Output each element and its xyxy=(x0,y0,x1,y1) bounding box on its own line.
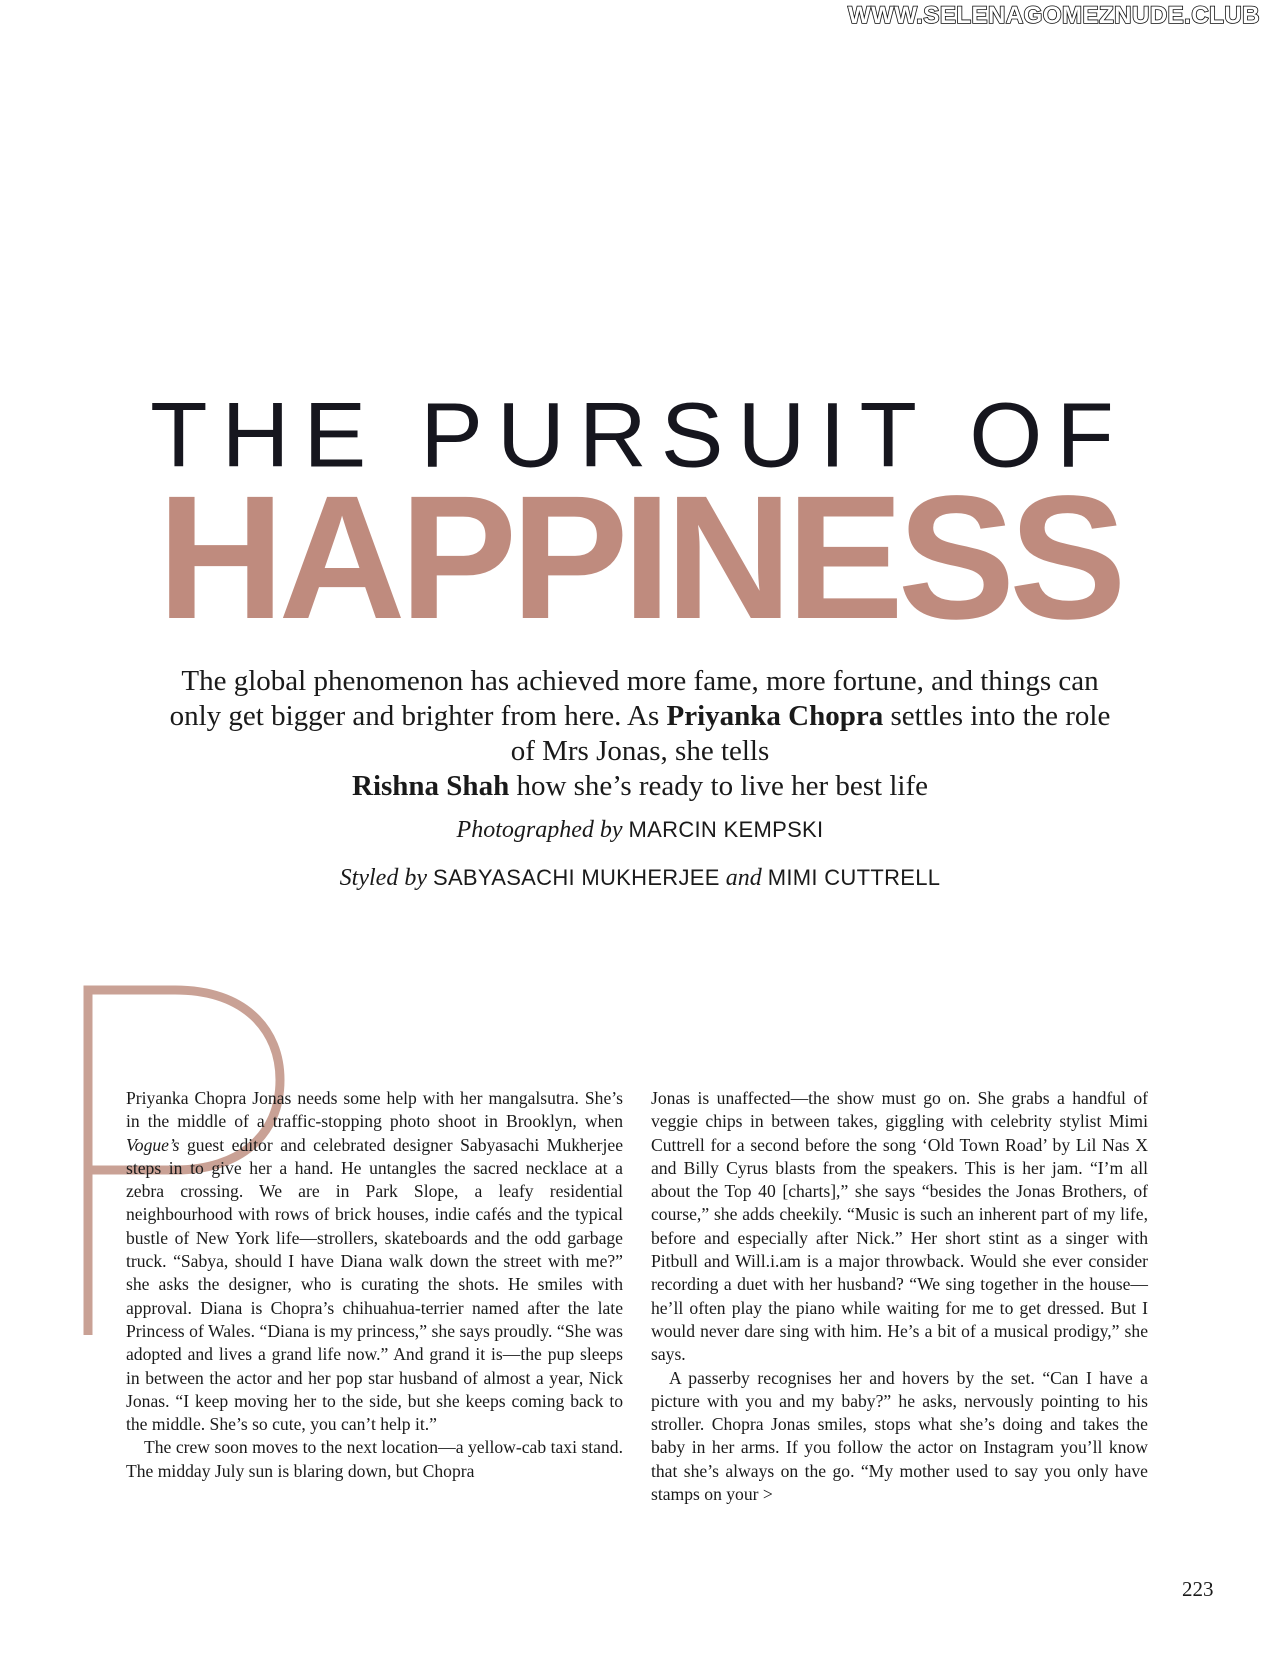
photo-credit xyxy=(160,816,1120,844)
standfirst-author: Rishna Shah xyxy=(352,770,510,802)
standfirst-text-2: settles into the role of Mrs Jonas, she tells xyxy=(510,700,1111,767)
styling-credit-label: Styled by xyxy=(339,865,427,891)
body-column-right xyxy=(651,1087,1148,1506)
photographer-name: MARCIN KEMPSKI xyxy=(628,817,824,842)
headline-line-1: THE PURSUIT OF xyxy=(150,383,1128,486)
body-text: guest editor and celebrated designer Sabyasachi Mukherjee steps in to give her a hand. He untangles the sacred necklace at a zebra crossing. We are in Park Slope, a leafy residential neighbourhood with rows of brick houses, indie cafés and the typical bustle of New York life—strollers, skateboards and the odd garbage truck. “Sabya, should I have Diana walk down the street with me?” she asks the designer, who is curating the shots. He smiles with approval. Diana is Chopra’s chihuahua-terrier named after the late Princess of Wales. “Diana is my princess,” she says proudly. “She was adopted and lives a grand life now.” And grand it is—the pup sleeps in between the actor and her pop star husband of almost a year, Nick Jonas. “I keep moving her to the side, but she keeps coming back to the middle. She’s so cute, you can’t help it.” xyxy=(126,1134,623,1435)
headline-line-2: HAPPINESS xyxy=(157,460,1121,656)
styling-credit-and: and xyxy=(725,865,762,891)
body-paragraph xyxy=(126,1087,623,1436)
stylist-name-2: MIMI CUTTRELL xyxy=(767,865,941,890)
standfirst-text-1: The global phenomenon has achieved more fame, more fortune, and things can only get bigger and brighter from here. As xyxy=(169,665,1099,732)
body-paragraph: Jonas is unaffected—the show must go on. She grabs a handful of veggie chips in between takes, giggling with celebrity stylist Mimi Cuttrell for a second before the song ‘Old Town Road’ by Lil Nas X and Billy Cyrus blasts from the speakers. This is her jam. “I’m all about the Top 40 [charts],” she says “besides the Jonas Brothers, of course,” she adds cheekily. “Music is such an inherent part of my life, before and especially after Nick.” Her short stint as a singer with Pitbull and Will.i.am is a major throwback. Would she ever consider recording a duet with her husband? “We sing together in the house—he’ll often play the piano while waiting for me to get dressed. But I would never dare sing with him. He’s a bit of a musical prodigy,” she says. xyxy=(651,1088,1148,1365)
standfirst xyxy=(160,664,1120,804)
watermark: WWW.SELENAGOMEZNUDE.CLUB xyxy=(848,2,1260,29)
body-text: Priyanka Chopra Jonas needs some help with her mangalsutra. She’s in the middle of a traffic-stopping photo shoot in Brooklyn, when xyxy=(126,1088,623,1132)
publication-name: Vogue’s xyxy=(126,1134,180,1155)
standfirst-subject: Priyanka Chopra xyxy=(666,700,884,732)
body-column-left xyxy=(126,1087,623,1483)
page-number: 223 xyxy=(1182,1577,1214,1601)
body-paragraph: The crew soon moves to the next location—a yellow-cab taxi stand. The midday July sun is blaring down, but Chopra xyxy=(126,1437,623,1481)
body-paragraph: A passerby recognises her and hovers by the set. “Can I have a picture with you and my baby?” he asks, nervously pointing to his stroller. Chopra Jonas smiles, stops what she’s doing and takes the baby in her arms. If you follow the actor on Instagram you’ll know that she’s always on the go. “My mother used to say you only have stamps on your > xyxy=(651,1367,1148,1505)
stylist-name-1: SABYASACHI MUKHERJEE xyxy=(432,865,720,890)
styling-credit xyxy=(160,864,1120,892)
photo-credit-label: Photographed by xyxy=(456,817,623,843)
standfirst-text-3: how she’s ready to live her best life xyxy=(516,770,928,802)
